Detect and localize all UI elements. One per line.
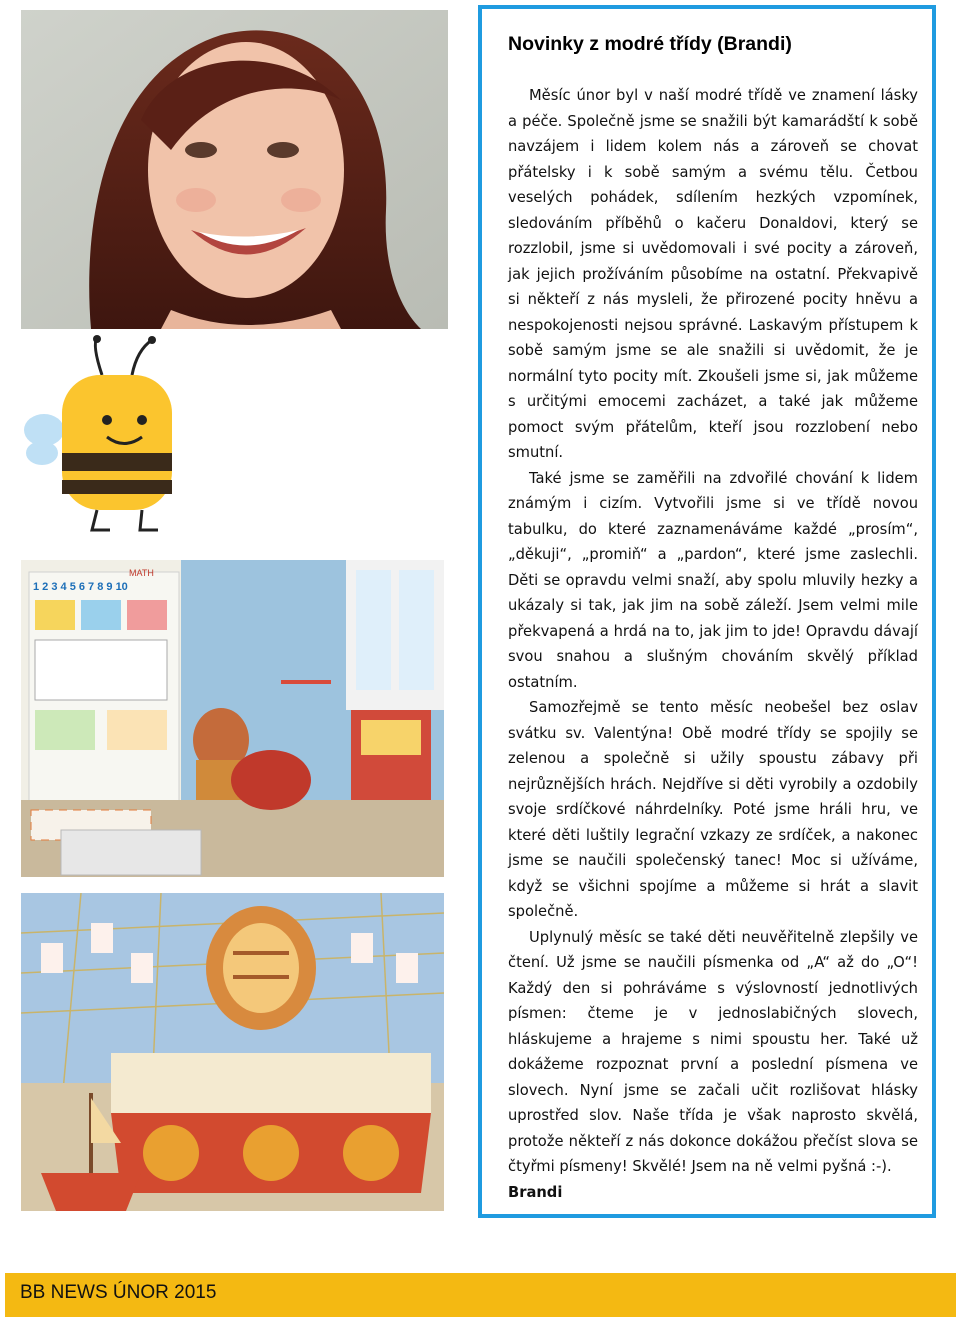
article-paragraph: Samozřejmě se tento měsíc neobešel bez oslav svátku sv. Valentýna! Obě modré třídy se spojily se zelenou a společně si užily spoustu zábavy při nejrůznějších hrách. Nejdříve si děti vyrobily a ozdobily svoje srdíčkové náhrdelníky. Poté jsme hráli hru, ve které děti luštily legrační vzkazy ze srdíček, a nakonec jsme se naučili společenský tanec! Moc si užíváme, když se všichni spojíme a můžeme si hrát a slavit společně.	[508, 699, 918, 920]
portrait-illustration	[21, 10, 448, 329]
article-paragraph: Také jsme se zaměřili na zdvořilé chování k lidem známým i cizím. Vytvořili jsme si ve třídě novou tabulku, do které zaznamenáváme každé „prosím“, „děkuji“, „promiň“ a „pardon“, které jsme zaslechli. Děti se opravdu velmi snaží, aby spolu mluvily hezky a ukázaly si tak, jak jim na sobě záleží. Jsem velmi mile překvapená a hrdá na to, jak jim to jde! Opravdu dávají svou snahou a slušným chováním skvělý příklad ostatním.	[508, 469, 918, 691]
article-title: Novinky z modré třídy (Brandi)	[508, 33, 792, 55]
bee-icon	[22, 335, 182, 535]
article-paragraph: Uplynulý měsíc se také děti neuvěřitelně zlepšily ve čtení. Už jsme se naučili písmenka od „A“ až do „O“! Každý den si pohráváme s výslovností jednotlivých písmen: čteme je v jednoslabičných slovech, hláskujeme a hrajeme s nimi spoustu her. Také už dokážeme rozpoznat první a poslední písmena ve slovech. Nyní jsme se začali učit rozlišovat hlásky uprostřed slov. Naše třída je však naprosto skvělá, protože někteří z nás dokonce dokážou přečíst slova se čtyřmi písmeny! Skvělé! Jsem na ně velmi pyšná :-).	[508, 928, 918, 1175]
bee-illustration	[22, 335, 182, 535]
classroom-illustration-1	[21, 560, 444, 877]
classroom-illustration-2	[21, 893, 444, 1211]
article-signature: Brandi	[508, 1183, 563, 1201]
classroom-photo-1	[21, 560, 444, 877]
article-paragraph: Měsíc únor byl v naší modré třídě ve znamení lásky a péče. Společně jsme se snažili být kamarádští k sobě navzájem i lidem kolem nás a zároveň se chovat přátelsky i k sobě samým a svému tělu. Četbou veselých pohádek, sdílením hezkých vzpomínek, sledováním příběhů o kačeru Donaldovi, který se rozzlobil, jsme si uvědomovali i své pocity a zároveň, jak jejich prožíváním působíme na ostatní. Překvapivě si někteří z nás mysleli, že přirozené pocity hněvu a nespokojenosti nejsou správné. Laskavým přístupem k sobě samým jsme se ale snažili si uvědomit, že je normální tyto pocity mít. Zkoušeli jsme si, jak můžeme s určitými emocemi zacházet, a také jak můžeme pomoct svým přátelům, kteří jsou rozzlobení nebo smutní.	[508, 87, 918, 461]
portrait-photo	[21, 10, 448, 329]
classroom-photo-2	[21, 893, 444, 1211]
footer-banner	[5, 1273, 956, 1317]
footer-text: BB NEWS ÚNOR 2015	[20, 1282, 217, 1303]
poster-heading: MATH	[129, 568, 154, 578]
article-frame	[478, 5, 936, 1218]
article-body	[508, 83, 918, 1205]
poster-numbers: 1 2 3 4 5 6 7 8 9 10	[33, 581, 128, 593]
